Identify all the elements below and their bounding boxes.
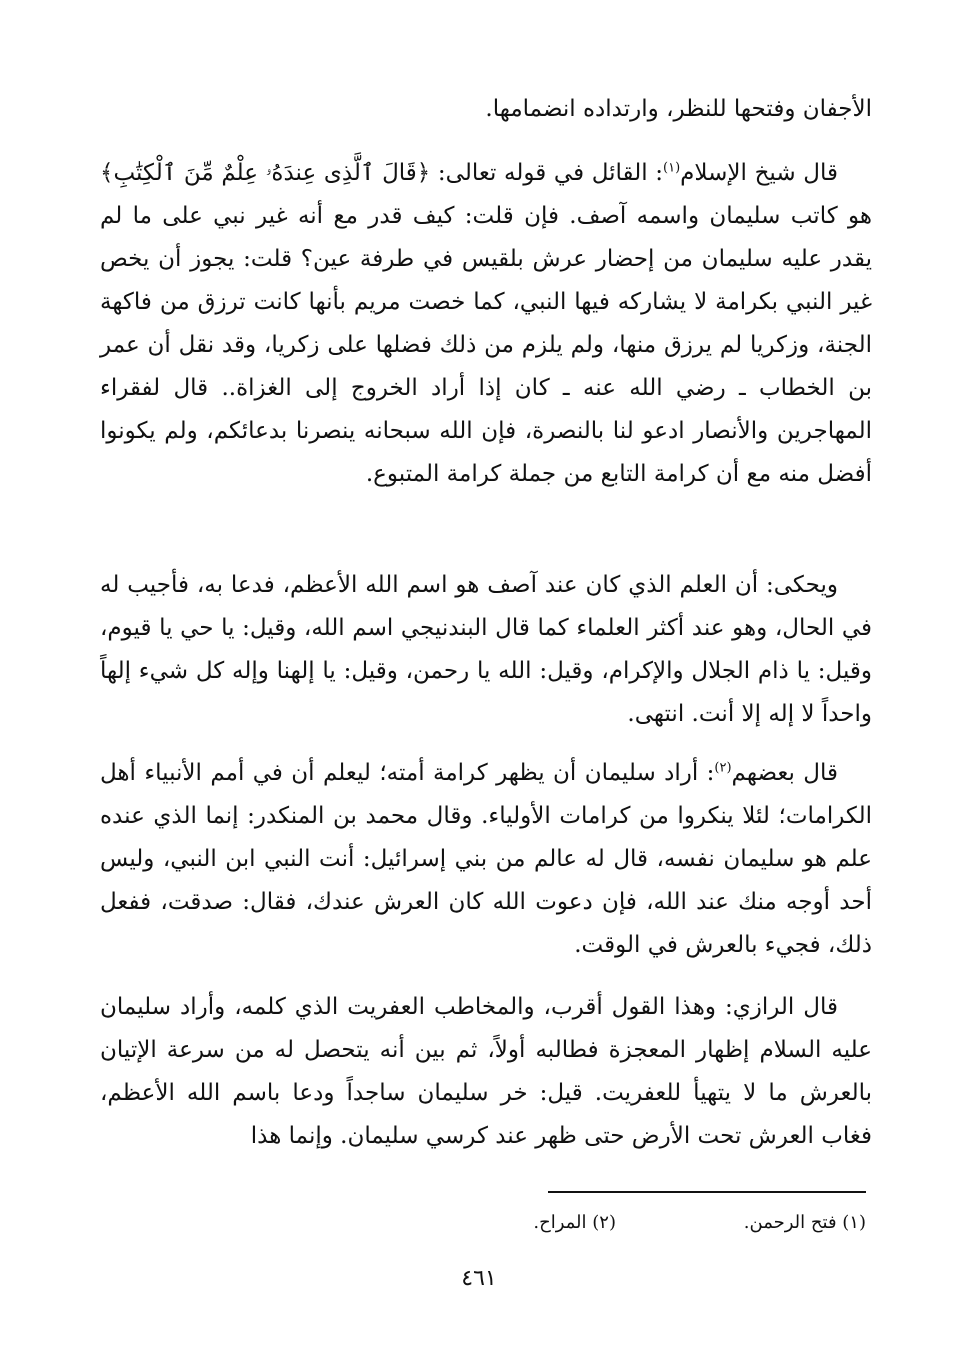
footnote-2: (٢) المراح. — [533, 1212, 616, 1233]
paragraph-text: ويحكى: أن العلم الذي كان عند آصف هو اسم الله الأعظم، فدعا به، فأجيب له في الحال، وهو عند أكثر العلماء كما قال البندنيجي اسم الله، وقيل: يا حي يا قيوم، وقيل: يا ذام الجلال والإكرام، وقيل: الله يا رحمن، وقيل: يا إلهنا وإله كل شيء إلهاً واحداً لا إله إلا أنت. انتهى. — [100, 572, 872, 727]
paragraph-text: الأجفان وفتحها للنظر، وارتداده انضمامها. — [485, 96, 872, 122]
paragraph-some-scholars — [100, 752, 872, 967]
paragraph-sheikh-al-islam — [100, 152, 872, 496]
footnote-1: (١) فتح الرحمن. — [743, 1212, 866, 1233]
paragraph-greatest-name — [100, 564, 872, 736]
paragraph-text — [100, 752, 872, 967]
paragraph-continuation — [100, 88, 872, 131]
paragraph-text — [100, 152, 872, 496]
footnote-marker-1: (١) — [663, 160, 681, 176]
footnotes — [346, 1208, 866, 1244]
paragraph-razi — [100, 986, 872, 1158]
paragraph-text: قال الرازي: وهذا القول أقرب، والمخاطب العفريت الذي كلمه، وأراد سليمان عليه السلام إظهار المعجزة فطالبه أولاً، ثم بين أنه يتحصل له من سرعة الإتيان بالعرش ما لا يتهيأ للعفريت. قيل: خر سليمان ساجداً ودعا باسم الله الأعظم، فغاب العرش تحت الأرض حتى ظهر عند كرسي سليمان. وإنما هذا — [100, 994, 872, 1149]
paragraph-text-start: قال شيخ الإسلام — [680, 160, 838, 186]
paragraph-text-start: قال بعضهم — [731, 760, 838, 786]
paragraph-text-rest: : القائل في قوله تعالى: ﴿قَالَ ٱلَّذِى عِندَهُۥ عِلْمٌ مِّنَ ٱلْكِتَٰبِ﴾ هو كاتب سليمان واسمه آصف. فإن قلت: كيف قدر مع أنه غير نبي على ما لم يقدر عليه سليمان من إحضار عرش بلقيس في طرفة عين؟ قلت: يجوز أن يخص غير النبي بكرامة لا يشاركه فيها النبي، كما خصت مريم بأنها كانت ترزق من فاكهة الجنة، وزكريا لم يرزق منها، ولم يلزم من ذلك فضلها على زكريا، وقد نقل أن عمر بن الخطاب ـ رضي الله عنه ـ كان إذا أراد الخروج إلى الغزاة.. قال لفقراء المهاجرين والأنصار ادعو لنا بالنصرة، فإن الله سبحانه ينصرنا بدعائكم، ولم يكونوا أفضل منه مع أن كرامة التابع من جملة كرامة المتبوع. — [100, 160, 872, 487]
footnote-marker-2: (٢) — [714, 760, 732, 776]
footnote-divider — [548, 1191, 866, 1193]
paragraph-text-rest: : أراد سليمان أن يظهر كرامة أمته؛ ليعلم أن في أمم الأنبياء أهل الكرامات؛ لئلا ينكروا من كرامات الأولياء. وقال محمد بن المنكدر: إنما الذي عنده علم هو سليمان نفسه، قال له عالم من بني إسرائيل: أنت النبي ابن النبي، وليس أحد أوجه منك عند الله، فإن دعوت الله كان العرش عندك، فقال: صدقت، ففعل ذلك، فجيء بالعرش في الوقت. — [100, 760, 872, 958]
page-number: ٤٦١ — [461, 1266, 497, 1291]
